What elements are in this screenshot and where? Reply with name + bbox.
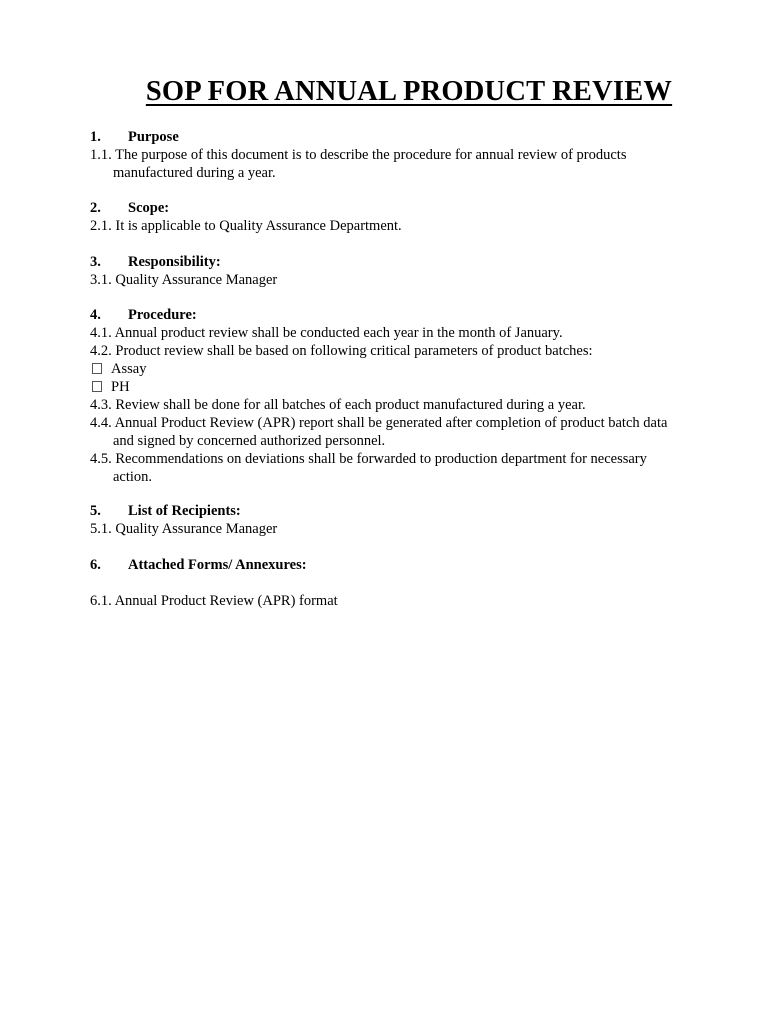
section-number: 3. — [90, 254, 101, 270]
section-number: 1. — [90, 129, 101, 145]
paragraph-1-1: 1.1. The purpose of this document is to describe the procedure for annual review of products — [90, 147, 627, 163]
paragraph-4-2: 4.2. Product review shall be based on following critical parameters of product batches: — [90, 343, 593, 359]
section-title: Purpose — [128, 129, 179, 145]
section-number: 4. — [90, 307, 101, 323]
paragraph-5-1: 5.1. Quality Assurance Manager — [90, 521, 278, 537]
section-heading-scope — [90, 199, 169, 217]
paragraph-1-1-continued: manufactured during a year. — [113, 165, 276, 181]
section-title: Responsibility: — [128, 254, 221, 270]
bullet-box-icon — [92, 381, 102, 392]
paragraph-2-1: 2.1. It is applicable to Quality Assurance Department. — [90, 218, 402, 234]
section-number: 6. — [90, 557, 101, 573]
section-title: Scope: — [128, 200, 170, 216]
bullet-text: PH — [111, 379, 130, 395]
bullet-box-icon — [92, 363, 102, 374]
paragraph-4-5: 4.5. Recommendations on deviations shall be forwarded to production department for necessary — [90, 451, 647, 467]
section-heading-recipients — [90, 502, 241, 520]
section-title: List of Recipients: — [128, 503, 241, 519]
paragraph-4-3: 4.3. Review shall be done for all batches of each product manufactured during a year. — [90, 397, 586, 413]
section-heading-procedure — [90, 306, 197, 324]
section-heading-annexures — [90, 556, 307, 574]
paragraph-4-4: 4.4. Annual Product Review (APR) report shall be generated after completion of product batch data — [90, 415, 668, 431]
section-title: Attached Forms/ Annexures: — [128, 557, 307, 573]
paragraph-4-5-continued: action. — [113, 469, 153, 485]
paragraph-6-1: 6.1. Annual Product Review (APR) format — [90, 593, 338, 609]
section-heading-purpose — [90, 128, 179, 146]
bullet-item-assay — [90, 360, 146, 378]
bullet-item-ph — [90, 378, 130, 396]
page-title: SOP FOR ANNUAL PRODUCT REVIEW — [145, 76, 673, 107]
section-heading-responsibility — [90, 253, 221, 271]
paragraph-3-1: 3.1. Quality Assurance Manager — [90, 272, 278, 288]
bullet-text: Assay — [111, 361, 147, 377]
section-title: Procedure: — [128, 307, 197, 323]
section-number: 2. — [90, 200, 101, 216]
paragraph-4-1: 4.1. Annual product review shall be conducted each year in the month of January. — [90, 325, 563, 341]
section-number: 5. — [90, 503, 101, 519]
paragraph-4-4-continued: and signed by concerned authorized personnel. — [113, 433, 386, 449]
